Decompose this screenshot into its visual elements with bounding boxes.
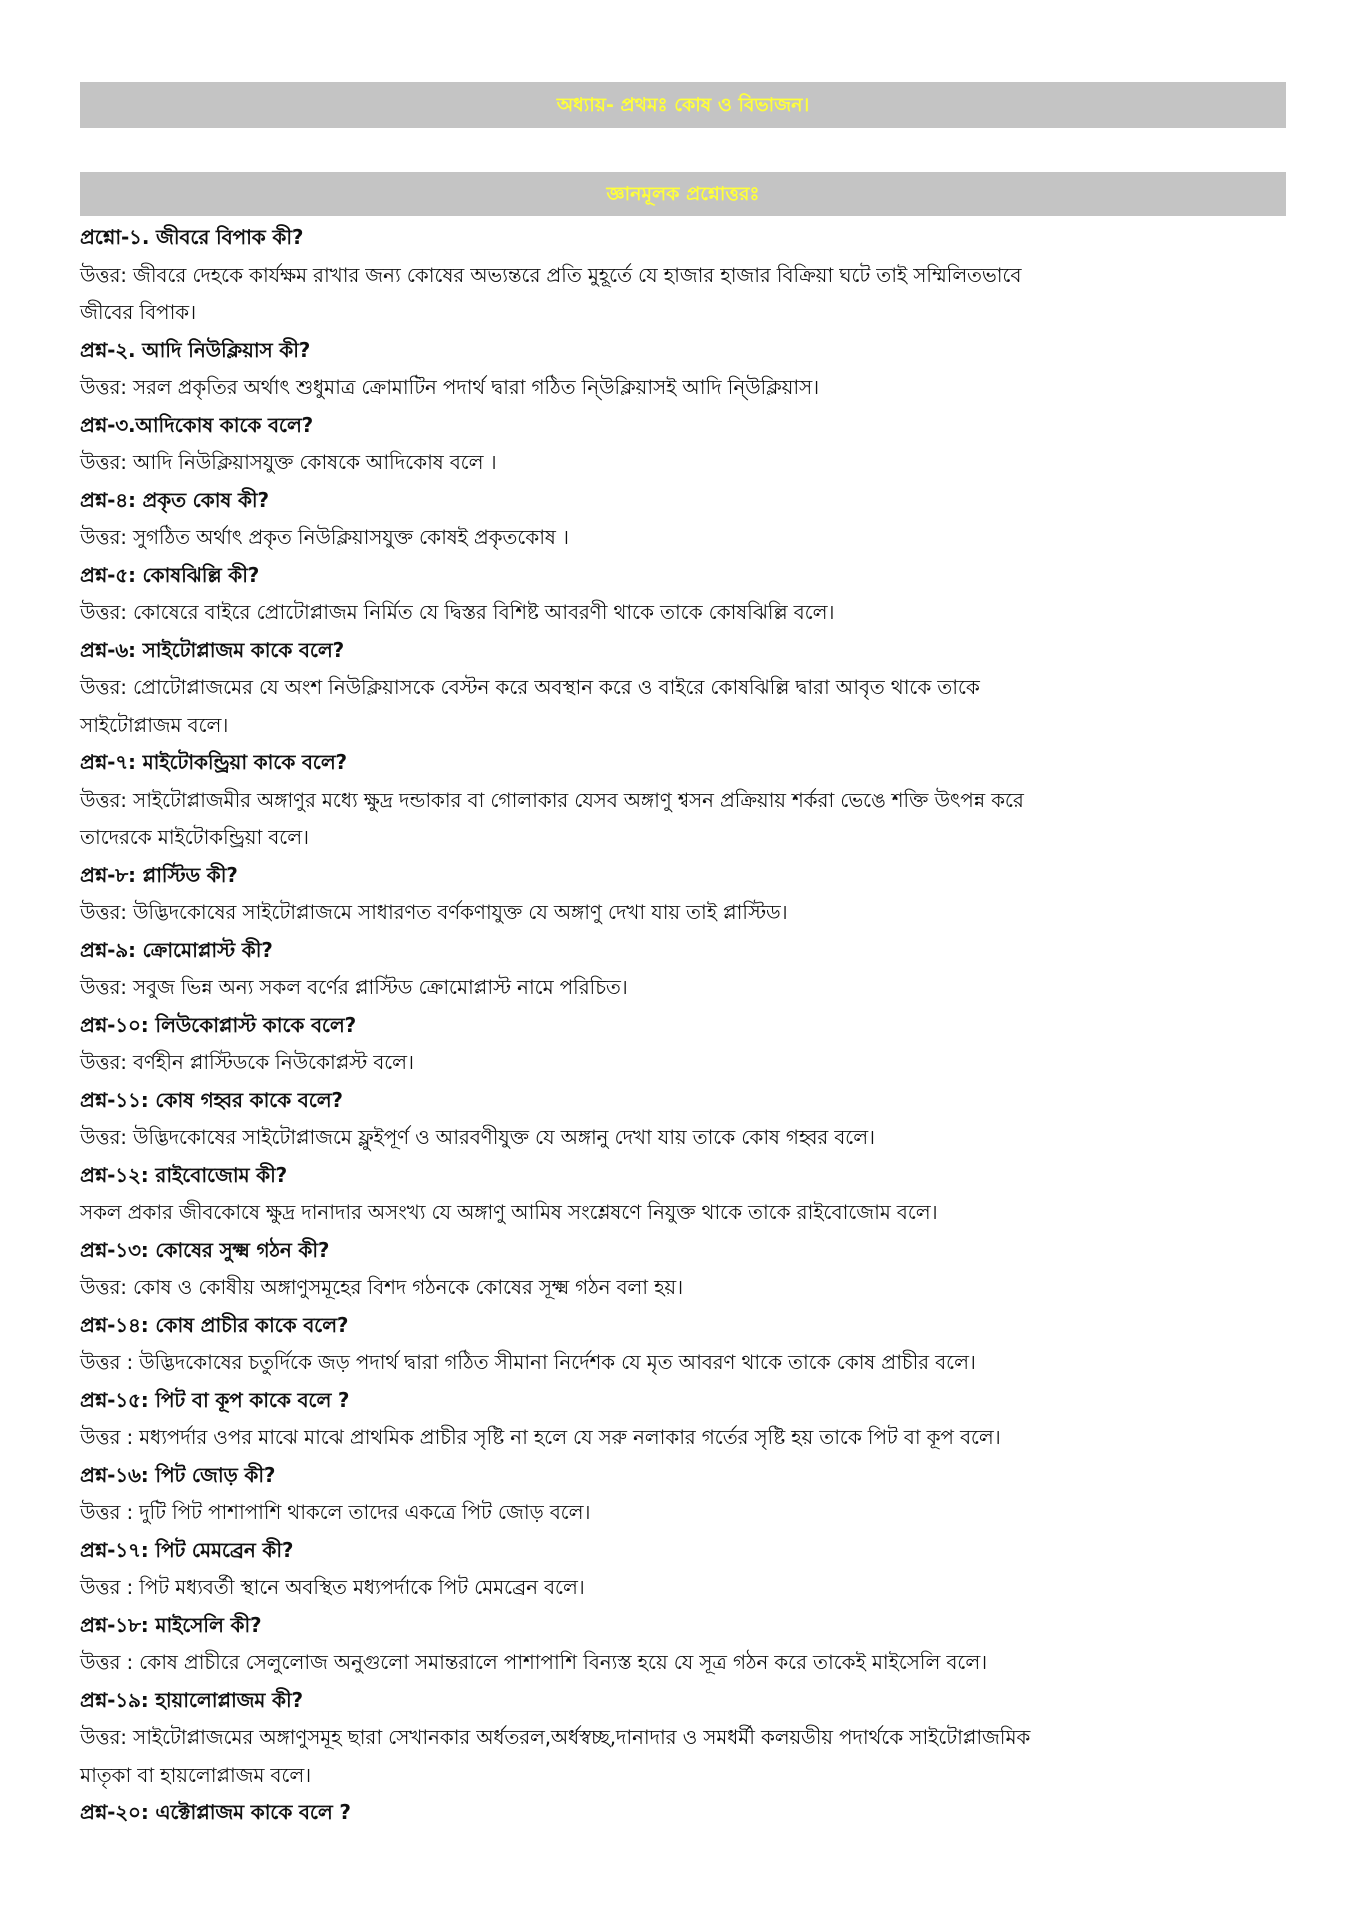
qa-item <box>80 744 1286 857</box>
question-text: প্রশ্ন-১৮: মাইসেলি কী? <box>80 1612 262 1637</box>
question-text: প্রশ্ন-১৬: পিট জোড় কী? <box>80 1462 276 1487</box>
question-text: প্রশ্ন-১৪: কোষ প্রাচীর কাকে বলে? <box>80 1312 349 1337</box>
answer-text: উত্তর: আদি নিউক্লিয়াসযুক্ত কোষকে আদিকোষ বলে । <box>80 450 497 474</box>
answer-text: উত্তর: সবুজ ভিন্ন অন্য সকল বর্ণের প্লাস্টিড ক্রোমোপ্লাস্ট নামে পরিচিত। <box>80 975 628 999</box>
answer-text: তাদেরকে মাইটোকন্ড্রিয়া বলে। <box>80 825 309 849</box>
question-text: প্রশ্ন-৯: ক্রোমোপ্লাস্ট কী? <box>80 937 273 962</box>
answer-text: উত্তর : দুটি পিট পাশাপাশি থাকলে তাদের একত্রে পিট জোড় বলে। <box>80 1500 591 1524</box>
qa-item <box>80 857 1286 932</box>
qa-item <box>80 1082 1286 1157</box>
qa-item <box>80 482 1286 557</box>
question-text: প্রশ্ন-১৭: পিট মেমব্রেন কী? <box>80 1537 294 1562</box>
qa-list <box>80 219 1286 1832</box>
question-text: প্রশ্ন-৭: মাইটোকন্ড্রিয়া কাকে বলে? <box>80 750 347 774</box>
question-text: প্রশ্ন-২০: এক্টোপ্লাজম কাকে বলে ? <box>80 1800 351 1824</box>
answer-text: জীবের বিপাক। <box>80 300 196 324</box>
qa-item <box>80 1794 1286 1832</box>
qa-item <box>80 1382 1286 1457</box>
answer-text: উত্তর: প্রোটোপ্লাজমের যে অংশ নিউক্লিয়াসকে বেস্টন করে অবস্থান করে ও বাইরে কোষঝিল্লি দ্বারা আবৃত থাকে তাকে <box>80 675 980 699</box>
answer-text: উত্তর: সরল প্রকৃতির অর্থাৎ শুধুমাত্র ক্রোমাটিন পদার্থ দ্বারা গঠিত নি্উক্লিয়াসই আদি নি্উক্লিয়াস। <box>80 375 819 399</box>
qa-item <box>80 1307 1286 1382</box>
answer-text: উত্তর: উদ্ভিদকোষের সাইটোপ্লাজমে ফ্লুইপূর্ণ ও আরবণীযুক্ত যে অঙ্গানু দেখা যায় তাকে কোষ গহ্বর বলে। <box>80 1125 875 1149</box>
answer-text: উত্তর: কোষেরে বাইরে প্রোটোপ্লাজম নির্মিত যে দ্বিস্তর বিশিষ্ট আবরণী থাকে তাকে কোষঝিল্লি বলে। <box>80 600 835 624</box>
qa-item <box>80 219 1286 332</box>
answer-text: উত্তর: জীবরে দেহকে কার্যক্ষম রাখার জন্য কোষের অভ্যন্তরে প্রতি মুহূর্তে যে হাজার হাজার বিক্রিয়া ঘটে তাই সম্মিলিতভাবে <box>80 262 1022 287</box>
section-title-banner: জ্ঞানমূলক প্রশ্নোত্তরঃ <box>80 172 1286 216</box>
question-text: প্রশ্ন-৬: সাইটোপ্লাজম কাকে বলে? <box>80 637 345 662</box>
answer-text: উত্তর: সাইটোপ্লাজমীর অঙ্গাণুর মধ্যে ক্ষুদ্র দন্ডাকার বা গোলাকার যেসব অঙ্গাণু শ্বসন প্রক্রিয়ায় শর্করা ভেঙে শক্তি উৎপন্ন করে <box>80 787 1024 812</box>
answer-text: উত্তর: সুগঠিত অর্থাৎ প্রকৃত নিউক্লিয়াসযুক্ত কোষই প্রকৃতকোষ । <box>80 525 569 549</box>
qa-item <box>80 1607 1286 1682</box>
question-text: প্রশ্ন-৫: কোষঝিল্লি কী? <box>80 562 260 587</box>
answer-text: উত্তর : উদ্ভিদকোষের চতুর্দিকে জড় পদার্থ দ্বারা গঠিত সীমানা নির্দেশক যে মৃত আবরণ থাকে তাকে কোষ প্রাচীর বলে। <box>80 1350 976 1374</box>
qa-item <box>80 632 1286 745</box>
qa-item <box>80 1457 1286 1532</box>
qa-item <box>80 932 1286 1007</box>
answer-text: উত্তর: বর্ণহীন প্লাস্টিডকে নিউকোপ্লস্ট বলে। <box>80 1050 414 1074</box>
chapter-title-banner: অধ্যায়- প্রথমঃ কোষ ও বিভাজন। <box>80 82 1286 128</box>
question-text: প্রশ্ন-১৩: কোষের সুক্ষ্ম গঠন কী? <box>80 1237 330 1262</box>
question-text: প্রশ্ন-৪: প্রকৃত কোষ কী? <box>80 487 269 512</box>
qa-item <box>80 1232 1286 1307</box>
qa-item <box>80 1682 1286 1795</box>
answer-text: সাইটোপ্লাজম বলে। <box>80 712 229 737</box>
question-text: প্রশ্ন-৮: প্লাস্টিড কী? <box>80 862 238 887</box>
answer-text: মাতৃকা বা হায়লোপ্লাজম বলে। <box>80 1762 312 1787</box>
qa-item <box>80 332 1286 407</box>
question-text: প্রশ্ন-১১: কোষ গহ্বর কাকে বলে? <box>80 1087 343 1112</box>
answer-text: উত্তর: কোষ ও কোষীয় অঙ্গাণুসমূহের বিশদ গঠনকে কোষের সূক্ষ্ম গঠন বলা হয়। <box>80 1275 683 1299</box>
question-text: প্রশ্ন-২. আদি নিউক্লিয়াস কী? <box>80 337 311 362</box>
answer-text: উত্তর : মধ্যপর্দার ওপর মাঝে মাঝে প্রাথমিক প্রাচীর সৃষ্টি না হলে যে সরু নলাকার গর্তের সৃষ্টি হয় তাকে পিট বা কূপ বলে। <box>80 1425 1001 1449</box>
question-text: প্রশ্ন-১২: রাইবোজোম কী? <box>80 1162 288 1187</box>
qa-item <box>80 1007 1286 1082</box>
question-text: প্রশ্ন-১৫: পিট বা কূপ কাকে বলে ? <box>80 1387 350 1412</box>
answer-text: উত্তর: সাইটোপ্লাজমের অঙ্গাণুসমূহ ছারা সেখানকার অর্ধতরল,অর্ধস্বচ্ছ,দানাদার ও সমধর্মী কলয়ডীয় পদার্থকে সাইটোপ্লাজমিক <box>80 1725 1031 1749</box>
question-text: প্রশ্ন-১৯: হায়ালোপ্লাজম কী? <box>80 1687 303 1712</box>
document-page <box>80 82 1286 1832</box>
answer-text: সকল প্রকার জীবকোষে ক্ষুদ্র দানাদার অসংখ্য যে অঙ্গাণু আমিষ সংশ্লেষণে নিযুক্ত থাকে তাকে রাইবোজোম বলে। <box>80 1200 938 1224</box>
qa-item <box>80 557 1286 632</box>
answer-text: উত্তর : পিট মধ্যবর্তী স্থানে অবস্থিত মধ্যপর্দাকে পিট মেমব্রেন বলে। <box>80 1575 585 1599</box>
qa-item <box>80 1532 1286 1607</box>
question-text: প্রশ্নো-১. জীবরে বিপাক কী? <box>80 225 304 249</box>
qa-item <box>80 1157 1286 1232</box>
question-text: প্রশ্ন-১০: লিউকোপ্লাস্ট কাকে বলে? <box>80 1012 357 1037</box>
question-text: প্রশ্ন-৩.আদিকোষ কাকে বলে? <box>80 412 314 437</box>
answer-text: উত্তর : কোষ প্রাচীরে সেলুলোজ অনুগুলো সমান্তরালে পাশাপাশি বিন্যস্ত হয়ে যে সূত্র গঠন করে তাকেই মাইসেলি বলে। <box>80 1650 987 1674</box>
qa-item <box>80 407 1286 482</box>
answer-text: উত্তর: উদ্ভিদকোষের সাইটোপ্লাজমে সাধারণত বর্ণকণাযুক্ত যে অঙ্গাণু দেখা যায় তাই প্লাস্টিড। <box>80 900 788 924</box>
